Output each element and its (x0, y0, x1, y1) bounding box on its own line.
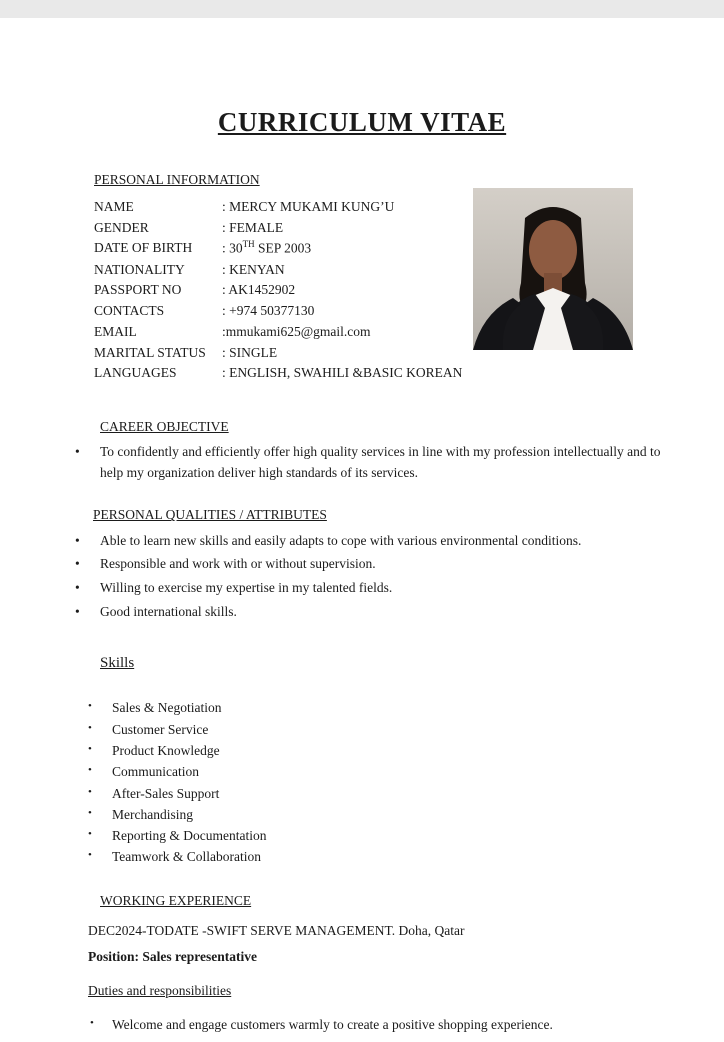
field-label: CONTACTS (94, 303, 165, 319)
duties-heading: Duties and responsibilities (88, 983, 232, 999)
field-value: : AK1452902 (222, 282, 296, 298)
field-row-languages (94, 363, 724, 384)
list-item: • Reporting & Documentation (112, 827, 724, 844)
field-label: NAME (94, 198, 134, 214)
field-value: : +974 50377130 (222, 303, 315, 319)
list-item: • Good international skills. (100, 602, 664, 623)
list-item: • Sales & Negotiation (112, 699, 724, 716)
field-label: DATE OF BIRTH (94, 240, 193, 256)
duties-list (0, 1016, 724, 1034)
personal-information-heading: PERSONAL INFORMATION (94, 171, 260, 187)
list-item: • Teamwork & Collaboration (112, 848, 724, 865)
dob-ordinal: TH (242, 239, 255, 250)
list-item: • After-Sales Support (112, 785, 724, 802)
field-label: PASSPORT NO (94, 282, 182, 298)
field-value: : MERCY MUKAMI KUNG’U (222, 198, 395, 214)
list-item: • Welcome and engage customers warmly to create a positive shopping experience. (112, 1016, 724, 1034)
list-item: • Able to learn new skills and easily adapts to cope with various environmental conditions. (100, 531, 664, 552)
field-value: : KENYAN (222, 261, 285, 277)
field-label: MARITAL STATUS (94, 344, 206, 360)
working-experience-section (0, 892, 724, 1034)
cv-document-page (0, 18, 724, 1042)
personal-qualities-section (0, 506, 724, 623)
field-value: : SINGLE (222, 344, 278, 360)
list-item: • Merchandising (112, 806, 724, 823)
list-item: • Responsible and work with or without supervision. (100, 554, 664, 575)
list-item: • Product Knowledge (112, 742, 724, 759)
field-value: : FEMALE (222, 219, 284, 235)
skills-heading: Skills (100, 655, 135, 672)
list-item: • Customer Service (112, 721, 724, 738)
position-line: Position: Sales representative (88, 949, 257, 965)
field-value (222, 238, 311, 259)
list-item: • Communication (112, 763, 724, 780)
personal-qualities-list (0, 531, 724, 624)
dob-day: : 30 (222, 240, 243, 256)
personal-qualities-heading: PERSONAL QUALITIES / ATTRIBUTES (93, 507, 327, 523)
document-title: CURRICULUM VITAE (217, 107, 507, 138)
list-item: • To confidently and efficiently offer high quality services in line with my profession intellectually and to help my organization deliver high standards of its services. (100, 442, 664, 484)
field-value: :mmukami625@gmail.com (222, 323, 371, 339)
field-label: GENDER (94, 219, 149, 235)
career-objective-section (0, 418, 724, 484)
profile-photo-image (473, 188, 633, 350)
skills-list (0, 699, 724, 865)
field-label: NATIONALITY (94, 261, 185, 277)
working-experience-heading: WORKING EXPERIENCE (100, 892, 252, 908)
skills-section (0, 653, 724, 865)
field-label: LANGUAGES (94, 365, 177, 381)
profile-photo (473, 188, 633, 350)
field-label: EMAIL (94, 323, 137, 339)
list-item: • Willing to exercise my expertise in my talented fields. (100, 578, 664, 599)
career-objective-list (0, 442, 724, 484)
dob-month-year: SEP 2003 (254, 240, 312, 256)
career-objective-heading: CAREER OBJECTIVE (100, 419, 229, 435)
employer-line: DEC2024-TODATE -SWIFT SERVE MANAGEMENT. Doha, Qatar (88, 922, 465, 938)
field-value: : ENGLISH, SWAHILI &BASIC KOREAN (222, 365, 463, 381)
